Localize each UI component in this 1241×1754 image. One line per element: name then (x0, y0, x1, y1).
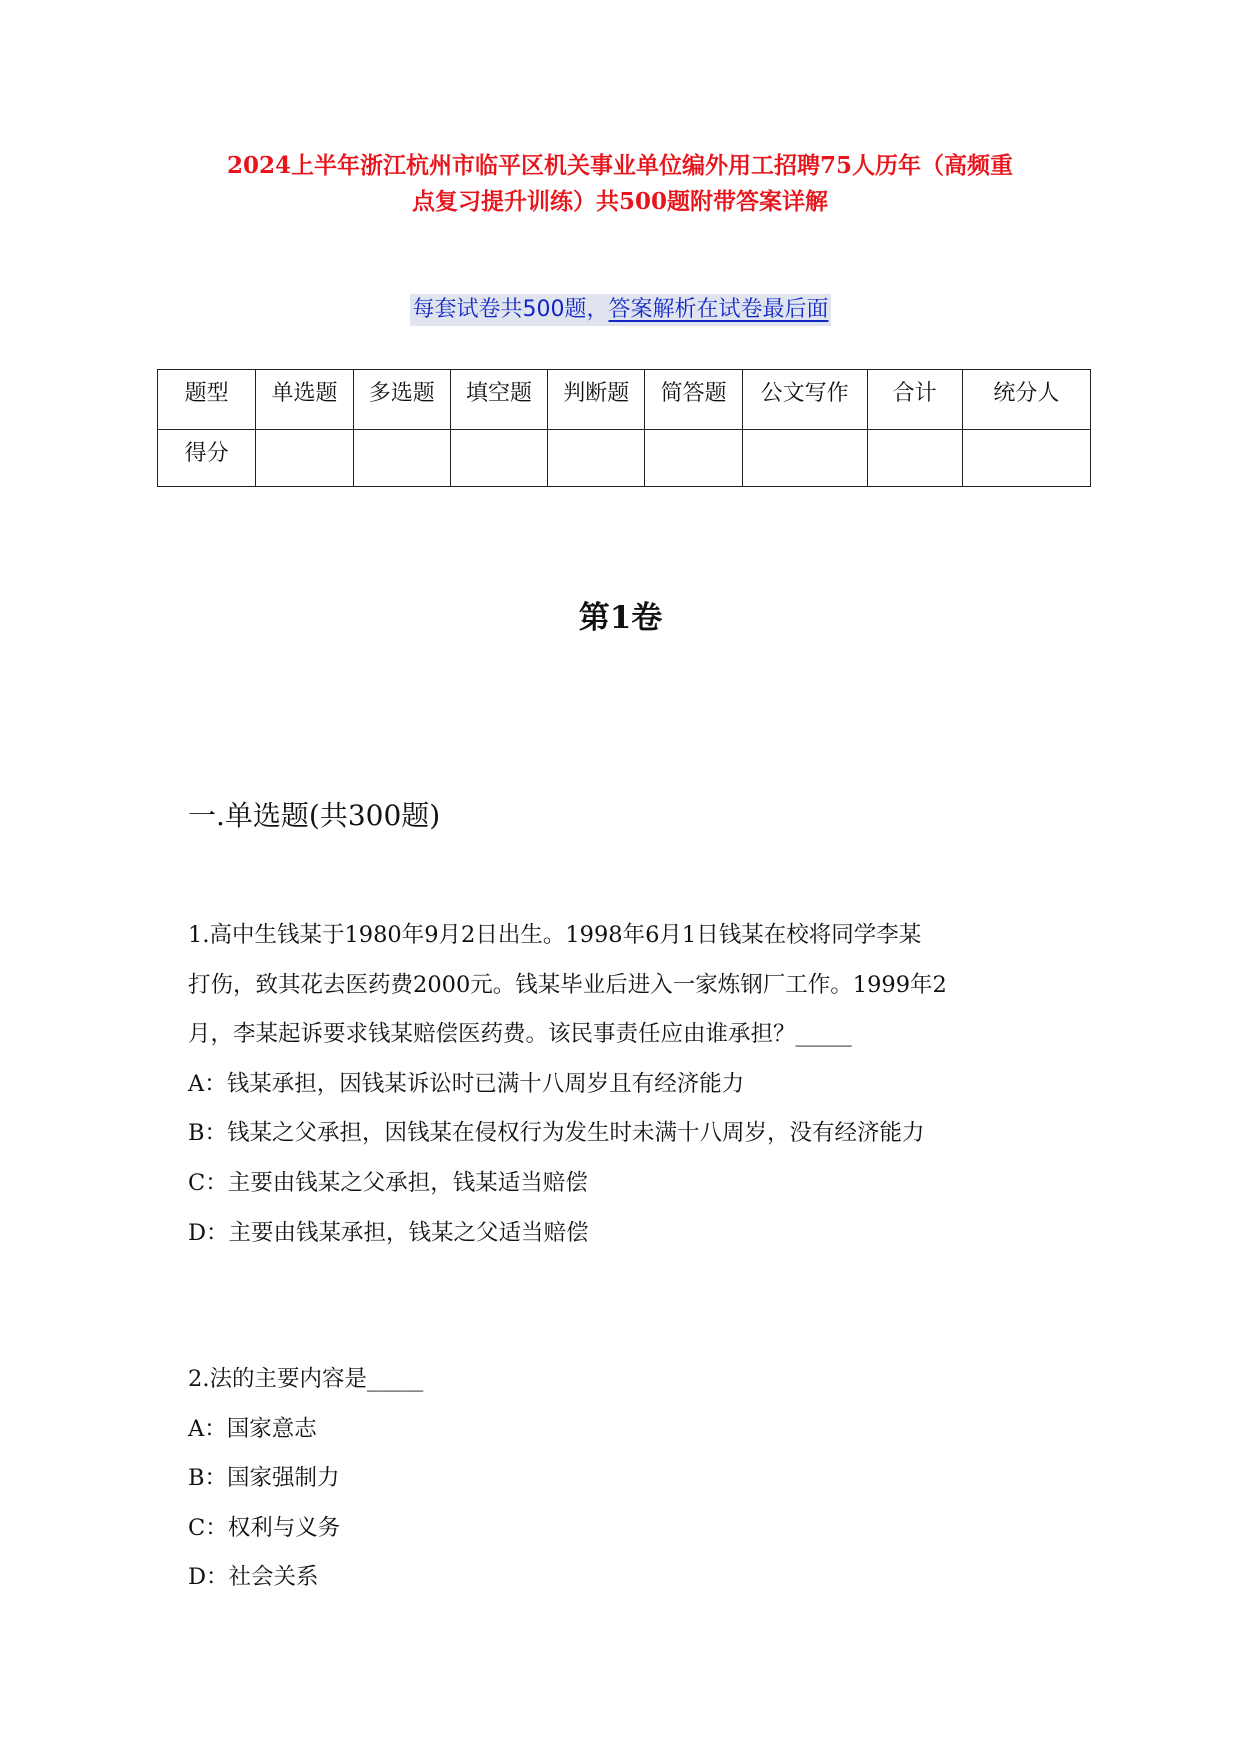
subtitle (410, 294, 830, 326)
score-cell (962, 430, 1090, 487)
score-cell (353, 430, 450, 487)
score-cell (867, 430, 962, 487)
header-cell: 合计 (867, 370, 962, 430)
score-cell (548, 430, 645, 487)
score-cell (256, 430, 353, 487)
option-a: A：国家意志 (188, 1415, 317, 1442)
document-title (150, 148, 1090, 220)
option-c: C：主要由钱某之父承担，钱某适当赔偿 (188, 1169, 588, 1196)
row-label-cell: 得分 (158, 430, 256, 487)
title-line-2: 点复习提升训练）共500题附带答案详解 (411, 188, 828, 215)
subtitle-part-2: 答案解析在试卷最后面 (608, 297, 829, 322)
score-table-header-row (158, 370, 1091, 430)
question-stem-line: 打伤，致其花去医药费2000元。钱某毕业后进入一家炼钢厂工作。1999年2 (188, 971, 947, 998)
score-cell (645, 430, 742, 487)
header-cell: 题型 (158, 370, 256, 430)
score-table-score-row (158, 430, 1091, 487)
header-cell: 公文写作 (742, 370, 867, 430)
question-1 (188, 911, 1068, 1258)
option-b: B：钱某之父承担，因钱某在侵权行为发生时未满十八周岁，没有经济能力 (188, 1120, 925, 1147)
score-cell (450, 430, 547, 487)
score-cell (742, 430, 867, 487)
score-table (157, 369, 1091, 487)
option-b: B：国家强制力 (188, 1465, 340, 1492)
section-title: 一.单选题(共300题) (188, 799, 441, 832)
volume-title: 第1卷 (578, 600, 663, 636)
header-cell: 统分人 (962, 370, 1090, 430)
option-d: D：主要由钱某承担，钱某之父适当赔偿 (188, 1219, 589, 1246)
question-2 (188, 1355, 1068, 1603)
subtitle-container (0, 294, 1241, 326)
option-a: A：钱某承担，因钱某诉讼时已满十八周岁且有经济能力 (188, 1070, 745, 1097)
header-cell: 填空题 (450, 370, 547, 430)
option-c: C：权利与义务 (188, 1514, 341, 1541)
title-line-1: 2024上半年浙江杭州市临平区机关事业单位编外用工招聘75人历年（高频重 (226, 152, 1014, 179)
header-cell: 多选题 (353, 370, 450, 430)
subtitle-part-1: 每套试卷共500题， (412, 297, 609, 322)
header-cell: 简答题 (645, 370, 742, 430)
header-cell: 单选题 (256, 370, 353, 430)
question-stem-line: 月，李某起诉要求钱某赔偿医药费。该民事责任应由谁承担？_____ (188, 1021, 852, 1048)
header-cell: 判断题 (548, 370, 645, 430)
option-d: D：社会关系 (188, 1564, 319, 1591)
question-stem-line: 1.高中生钱某于1980年9月2日出生。1998年6月1日钱某在校将同学李某 (188, 922, 922, 948)
question-stem-line: 2.法的主要内容是_____ (188, 1366, 424, 1392)
